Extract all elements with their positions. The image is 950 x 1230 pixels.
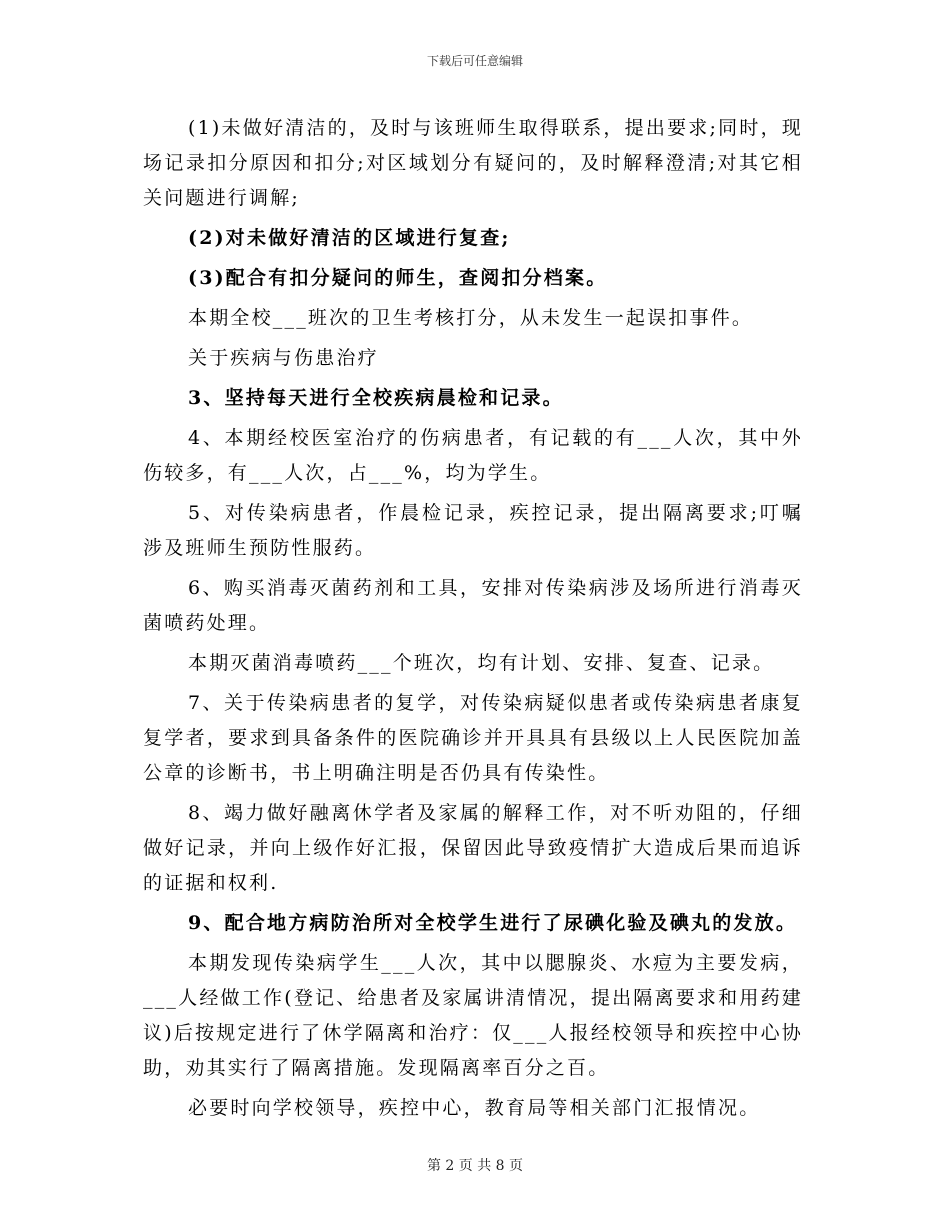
paragraph: (2)对未做好清洁的区域进行复查; [188,227,511,249]
paragraph: 必要时向学校领导，疾控中心，教育局等相关部门汇报情况。 [188,1097,761,1119]
paragraph: 6、购买消毒灭菌药剂和工具，安排对传染病涉及场所进行消毒灭菌喷药处理。 [143,577,803,634]
page-number-footer: 第 2 页 共 8 页 [426,1158,524,1174]
paragraph: 8、竭力做好融离休学者及家属的解释工作，对不听劝阻的，仔细做好记录，并向上级作好汇报，保留因此导致疫情扩大造成后果而追诉的证据和权利. [143,802,803,894]
paragraph: 本期发现传染病学生___人次，其中以腮腺炎、水痘为主要发病，___人经做工作(登记、给患者及家属讲清情况，提出隔离要求和用药建议)后按规定进行了休学隔离和治疗：仅___人报经校领导和疾控中心协助，劝其实行了隔离措施。发现隔离率百分之百。 [143,952,803,1079]
paragraph: 关于疾病与伤患治疗 [188,347,379,369]
paragraph: (3)配合有扣分疑问的师生，查阅扣分档案。 [188,267,608,289]
paragraph: 9、配合地方病防治所对全校学生进行了尿碘化验及碘丸的发放。 [188,912,798,934]
paragraph: 7、关于传染病患者的复学，对传染病疑似患者或传染病患者康复复学者，要求到具备条件的医院确诊并开具具有县级以上人民医院加盖公章的诊断书，书上明确注明是否仍具有传染性。 [143,692,803,784]
page-header: 下载后可任意编辑 [426,54,523,68]
paragraph: 本期全校___班次的卫生考核打分，从未发生一起误扣事件。 [188,307,754,329]
paragraph: 本期灭菌消毒喷药___个班次，均有计划、安排、复查、记录。 [188,652,775,674]
paragraph: 4、本期经校医室治疗的伤病患者，有记载的有___人次，其中外伤较多，有___人次，占___%，均为学生。 [143,427,803,484]
document-body [143,111,803,1131]
paragraph: 5、对传染病患者，作晨检记录，疾控记录，提出隔离要求;叮嘱涉及班师生预防性服药。 [143,502,803,559]
paragraph: (1)未做好清洁的，及时与该班师生取得联系，提出要求;同时，现场记录扣分原因和扣分;对区域划分有疑问的，及时解释澄清;对其它相关问题进行调解; [143,117,803,209]
paragraph: 3、坚持每天进行全校疾病晨检和记录。 [188,387,564,409]
